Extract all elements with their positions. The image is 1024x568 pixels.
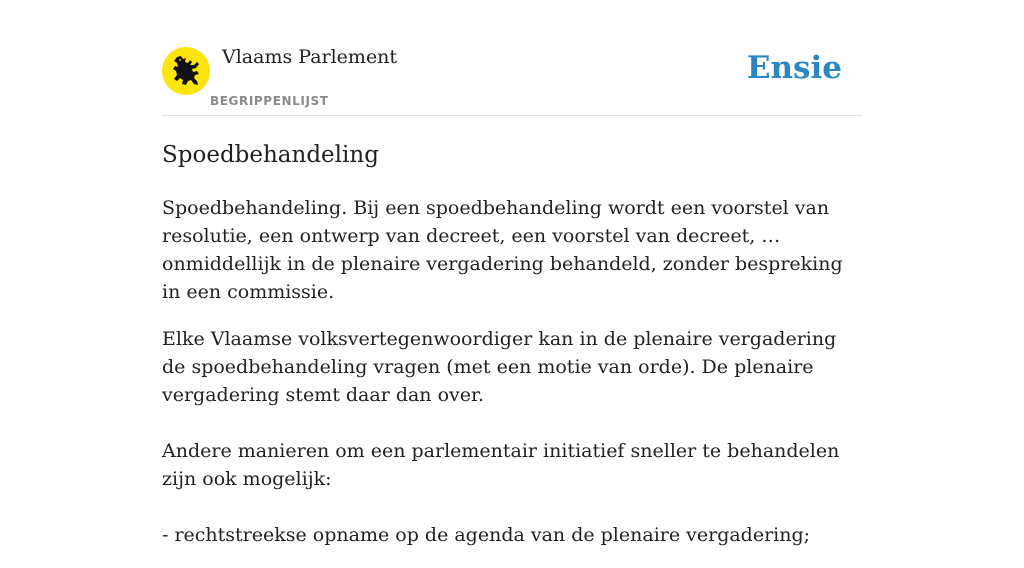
article-paragraph: Elke Vlaamse volksvertegenwoordiger kan in de plenaire vergadering de spoedbehandeling vragen (met een motie van orde). De plenaire vergadering stemt daar dan over. bbox=[162, 328, 837, 406]
brand-logo-text[interactable]: Ensie bbox=[746, 50, 842, 86]
article-paragraph: Spoedbehandeling. Bij een spoedbehandeling wordt een voorstel van resolutie, een ontwerp van decreet, een voorstel van decreet, … onmiddellijk in de plenaire vergadering behandeld, zonder bespreking in een commissie. bbox=[162, 197, 843, 303]
header bbox=[162, 46, 862, 116]
org-name[interactable]: Vlaams Parlement bbox=[222, 46, 398, 68]
vlaams-parlement-logo[interactable] bbox=[162, 47, 210, 95]
article-list-item: - rechtstreekse opname op de agenda van de plenaire vergadering; bbox=[162, 524, 811, 546]
header-divider bbox=[162, 115, 862, 116]
article-paragraph: Andere manieren om een parlementair initiatief sneller te behandelen zijn ook mogelijk: bbox=[162, 440, 840, 490]
section-label[interactable]: BEGRIPPENLIJST bbox=[210, 94, 329, 108]
article-title: Spoedbehandeling bbox=[162, 142, 379, 168]
article bbox=[162, 140, 864, 568]
flemish-lion-icon bbox=[168, 53, 204, 89]
